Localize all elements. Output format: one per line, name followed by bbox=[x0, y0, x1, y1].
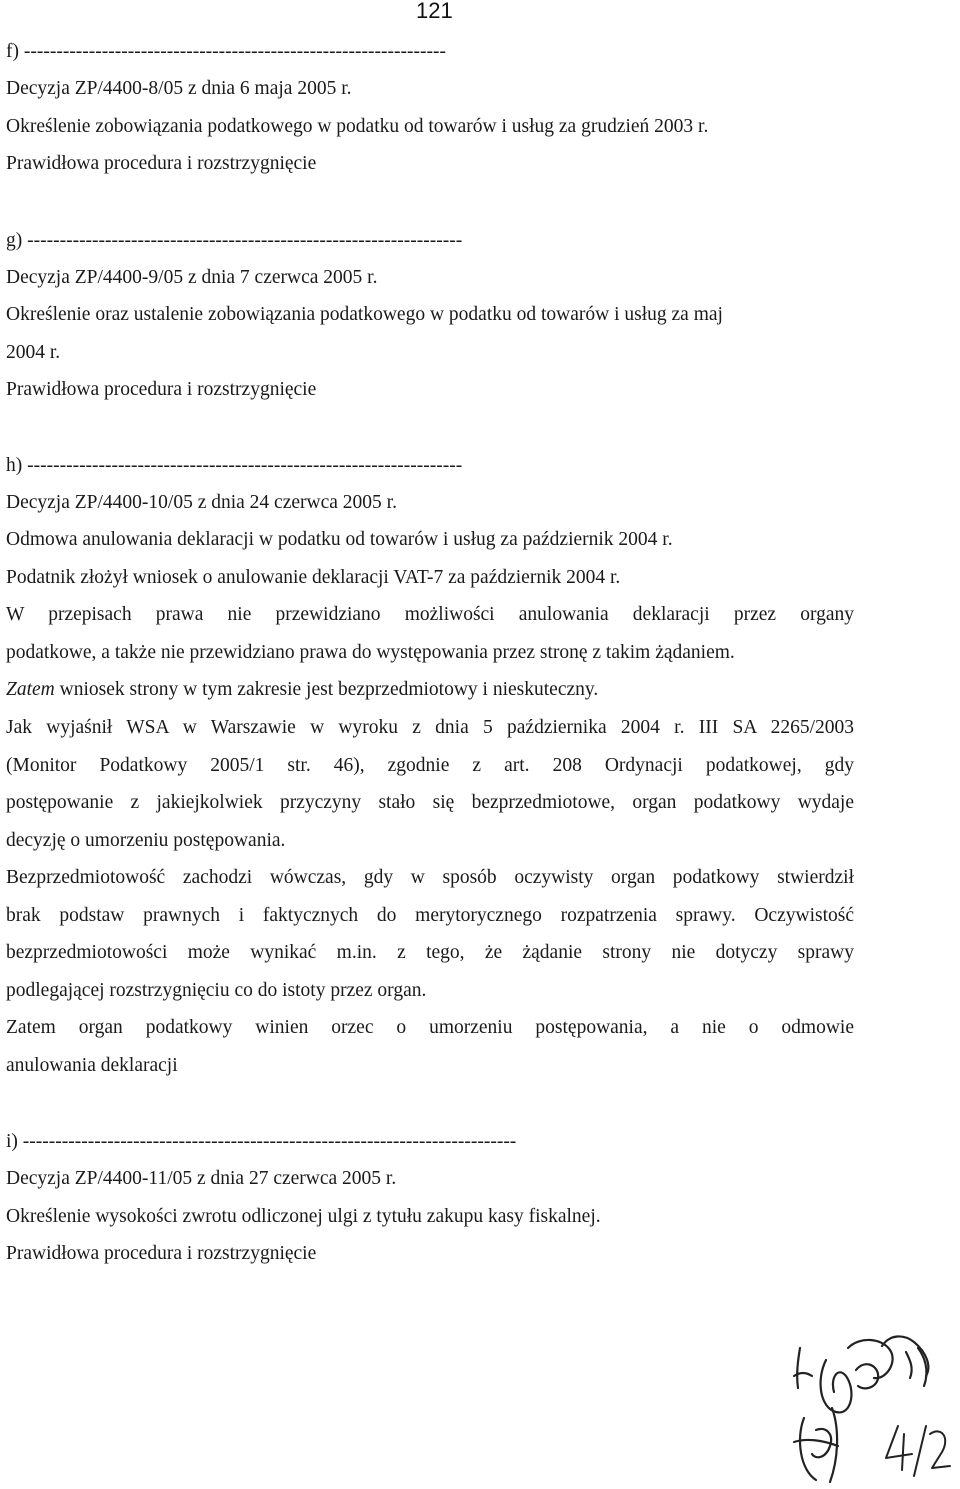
section-g-subject-line1: Określenie oraz ustalenie zobowiązania podatkowego w podatku od towarów i usług za maj bbox=[6, 304, 723, 325]
section-h-paragraph6-line1: Zatem organ podatkowy winien orzec o umorzeniu postępowania, a nie o odmowie bbox=[6, 1017, 854, 1038]
section-i-decision: Decyzja ZP/4400-11/05 z dnia 27 czerwca 2005 r. bbox=[6, 1168, 397, 1189]
section-i-subject: Określenie wysokości zwrotu odliczonej ulgi z tytułu zakupu kasy fiskalnej. bbox=[6, 1206, 601, 1227]
section-h-decision: Decyzja ZP/4400-10/05 z dnia 24 czerwca 2005 r. bbox=[6, 492, 397, 513]
section-h-paragraph2-line1: W przepisach prawa nie przewidziano możliwości anulowania deklaracji przez organy bbox=[6, 604, 854, 625]
paragraph3-text: wniosek strony w tym zakresie jest bezprzedmiotowy i nieskuteczny. bbox=[54, 679, 599, 700]
section-h-paragraph5-line4: podlegającej rozstrzygnięciu co do istoty przez organ. bbox=[6, 980, 427, 1001]
section-f-subject: Określenie zobowiązania podatkowego w podatku od towarów i usług za grudzień 2003 r. bbox=[6, 116, 709, 137]
section-h-paragraph5-line3: bezprzedmiotowości może wynikać m.in. z tego, że żądanie strony nie dotyczy sprawy bbox=[6, 942, 854, 963]
section-i-result: Prawidłowa procedura i rozstrzygnięcie bbox=[6, 1243, 317, 1264]
section-f-result: Prawidłowa procedura i rozstrzygnięcie bbox=[6, 153, 317, 174]
section-f-header: f) ----------------------------------------------------------------- bbox=[6, 41, 446, 62]
section-h-paragraph4-line1: Jak wyjaśnił WSA w Warszawie w wyroku z dnia 5 października 2004 r. III SA 2265/2003 bbox=[6, 717, 854, 738]
section-h-paragraph1: Podatnik złożył wniosek o anulowanie deklaracji VAT-7 za październik 2004 r. bbox=[6, 567, 621, 588]
section-h-paragraph4-line4: decyzję o umorzeniu postępowania. bbox=[6, 830, 286, 851]
section-g-subject-line2: 2004 r. bbox=[6, 342, 61, 363]
section-h-paragraph5-line1: Bezprzedmiotowość zachodzi wówczas, gdy w sposób oczywisty organ podatkowy stwierdził bbox=[6, 867, 854, 888]
section-g-header: g) ------------------------------------------------------------------- bbox=[6, 230, 463, 251]
section-h-paragraph4-line2: (Monitor Podatkowy 2005/1 str. 46), zgodnie z art. 208 Ordynacji podatkowej, gdy bbox=[6, 755, 854, 776]
section-h-paragraph3 bbox=[6, 678, 598, 702]
emphasis-zatem: Zatem bbox=[6, 679, 55, 700]
section-h-paragraph5-line2: brak podstaw prawnych i faktycznych do merytorycznego rozpatrzenia sprawy. Oczywistość bbox=[6, 905, 854, 926]
section-h-paragraph4-line3: postępowanie z jakiejkolwiek przyczyny stało się bezprzedmiotowe, organ podatkowy wydaje bbox=[6, 792, 854, 813]
section-g-result: Prawidłowa procedura i rozstrzygnięcie bbox=[6, 379, 317, 400]
handwritten-signature bbox=[786, 1330, 956, 1488]
section-h-paragraph6-line2: anulowania deklaracji bbox=[6, 1055, 178, 1076]
page-number: 121 bbox=[416, 0, 453, 23]
section-h-subject: Odmowa anulowania deklaracji w podatku od towarów i usług za październik 2004 r. bbox=[6, 529, 673, 550]
section-h-paragraph2-line2: podatkowe, a także nie przewidziano prawa do występowania przez stronę z takim żądaniem. bbox=[6, 642, 735, 663]
section-h-header: h) ------------------------------------------------------------------- bbox=[6, 455, 463, 476]
section-f-decision: Decyzja ZP/4400-8/05 z dnia 6 maja 2005 r. bbox=[6, 78, 352, 99]
section-i-header: i) ---------------------------------------------------------------------------- bbox=[6, 1131, 517, 1152]
section-g-decision: Decyzja ZP/4400-9/05 z dnia 7 czerwca 2005 r. bbox=[6, 267, 378, 288]
